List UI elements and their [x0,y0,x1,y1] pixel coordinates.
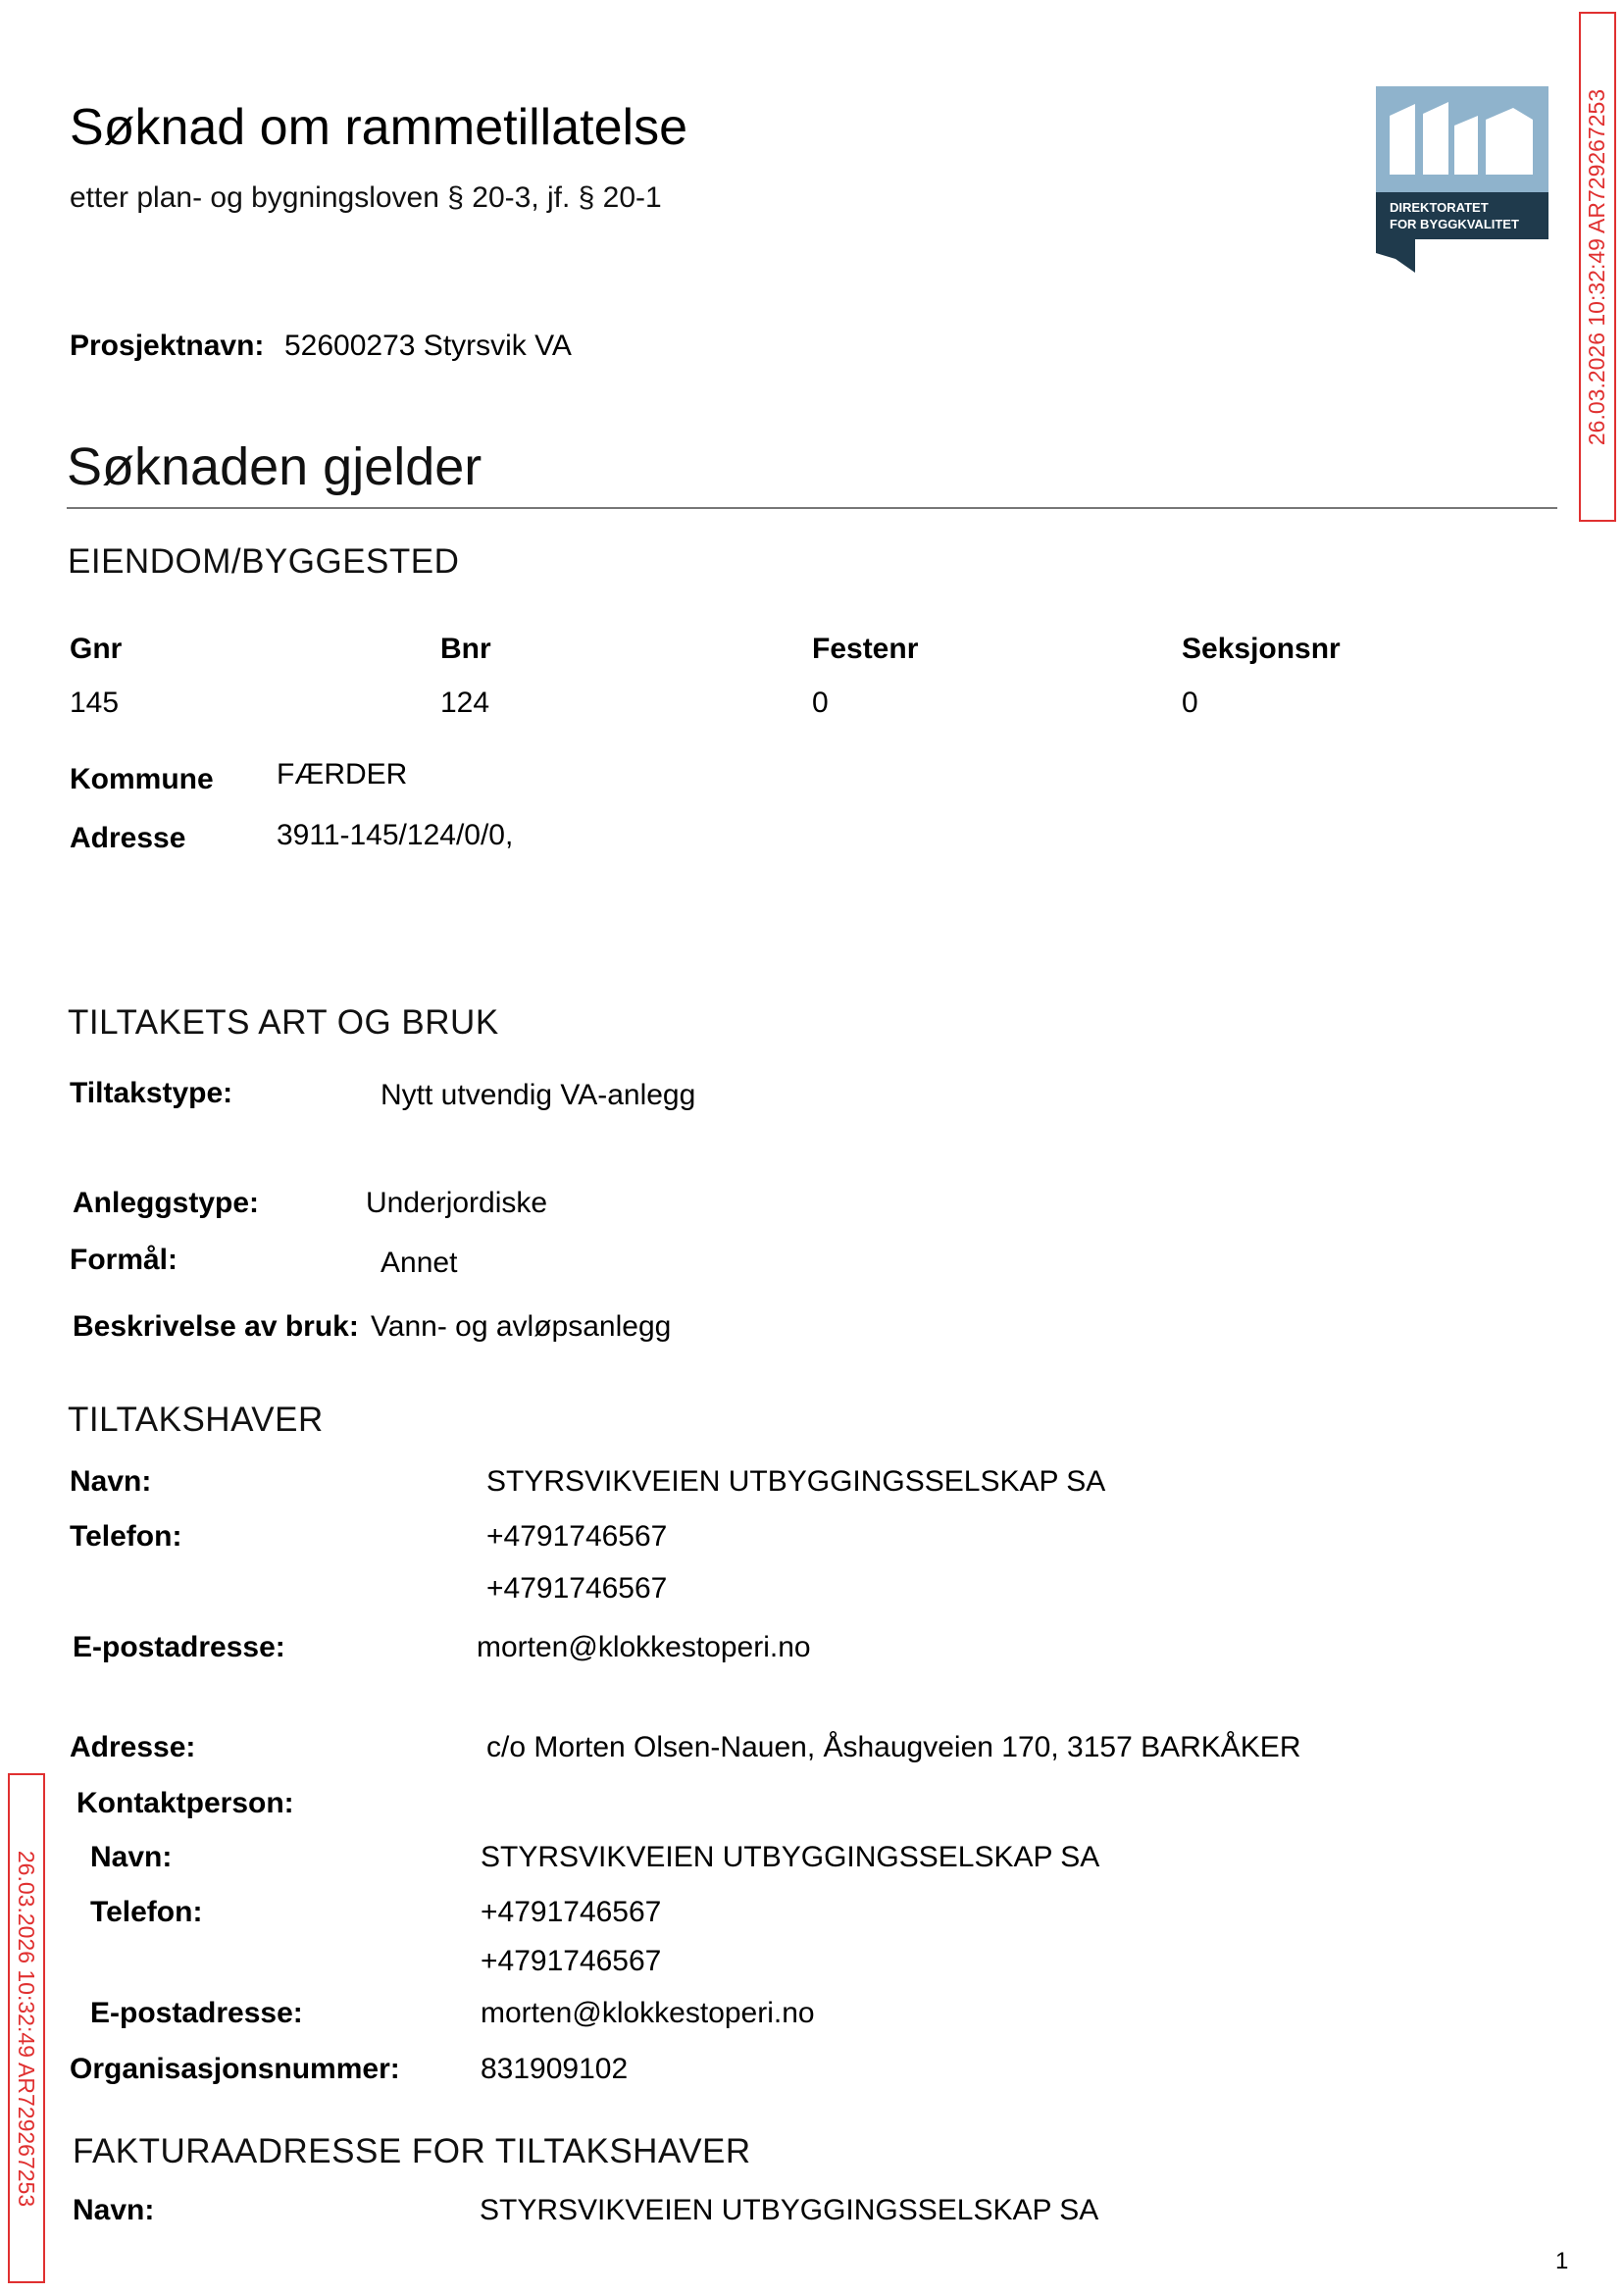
project-label: Prosjektnavn: [70,330,265,362]
anleggstype-label: Anleggstype: [73,1187,260,1219]
kontaktperson-navn-value: STYRSVIKVEIEN UTBYGGINGSSELSKAP SA [481,1841,1100,1873]
stamp-text: 26.03.2026 10:32:49 AR729267253 [14,1850,40,2207]
column-header-festenr: Festenr [812,633,919,665]
faktura-heading: FAKTURAADRESSE FOR TILTAKSHAVER [73,2132,751,2170]
section-title: Søknaden gjelder [67,437,482,496]
property-heading: EIENDOM/BYGGESTED [68,542,460,581]
adresse-value: 3911-145/124/0/0, [277,819,514,851]
project-value: 52600273 Styrsvik VA [284,330,572,362]
tiltakshaver-telefon-value-1: +4791746567 [486,1520,668,1553]
column-header-bnr: Bnr [440,633,491,665]
gnr-value: 145 [70,687,120,719]
festenr-value: 0 [812,687,829,719]
organisasjonsnummer-value: 831909102 [481,2053,629,2085]
kontaktperson-telefon-label: Telefon: [90,1896,203,1928]
page-number: 1 [1555,2248,1569,2274]
faktura-navn-value: STYRSVIKVEIEN UTBYGGINGSSELSKAP SA [480,2194,1099,2226]
adresse-label: Adresse [70,822,186,854]
bnr-value: 124 [440,687,490,719]
section-divider [67,507,1557,509]
column-header-gnr: Gnr [70,633,123,665]
timestamp-stamp-side [8,1773,45,2283]
tiltakshaver-telefon-value-2: +4791746567 [486,1572,668,1605]
tiltakshaver-telefon-label: Telefon: [70,1520,182,1553]
kontaktperson-navn-label: Navn: [90,1841,173,1873]
tiltakshaver-adresse-label: Adresse: [70,1731,196,1763]
faktura-navn-label: Navn: [73,2194,155,2226]
tiltakstype-label: Tiltakstype: [70,1077,233,1109]
logo-text-line-1: DIREKTORATET [1390,200,1489,215]
document-title: Søknad om rammetillatelse [70,99,687,156]
logo-text-line-2: FOR BYGGKVALITET [1390,217,1519,231]
anleggstype-value: Underjordiske [366,1187,548,1219]
tiltakshaver-navn-label: Navn: [70,1465,152,1498]
stamp-text: 26.03.2026 10:32:49 AR729267253 [1584,88,1610,445]
tiltakstype-value: Nytt utvendig VA-anlegg [381,1079,696,1111]
formal-value: Annet [381,1247,458,1279]
beskrivelse-value: Vann- og avløpsanlegg [371,1310,672,1343]
tiltak-heading: TILTAKETS ART OG BRUK [68,1003,499,1042]
kommune-label: Kommune [70,763,214,795]
document-subtitle: etter plan- og bygningsloven § 20-3, jf. § 20-1 [70,181,662,214]
kontaktperson-epost-value: morten@klokkestoperi.no [481,1997,815,2029]
kontaktperson-telefon-value-1: +4791746567 [481,1896,662,1928]
tiltakshaver-navn-value: STYRSVIKVEIEN UTBYGGINGSSELSKAP SA [486,1465,1106,1498]
tiltakshaver-adresse-value: c/o Morten Olsen-Nauen, Åshaugveien 170, 3157 BARKÅKER [486,1731,1301,1763]
kommune-value: FÆRDER [277,758,408,790]
kontaktperson-telefon-value-2: +4791746567 [481,1945,662,1977]
tiltakshaver-heading: TILTAKSHAVER [68,1401,324,1439]
kontaktperson-epost-label: E-postadresse: [90,1997,303,2029]
beskrivelse-label: Beskrivelse av bruk: [73,1310,359,1343]
tiltakshaver-epost-label: E-postadresse: [73,1631,285,1663]
formal-label: Formål: [70,1244,178,1276]
organisasjonsnummer-label: Organisasjonsnummer: [70,2053,400,2085]
dibk-logo [1376,86,1548,273]
kontaktperson-label: Kontaktperson: [76,1787,294,1819]
seksjonsnr-value: 0 [1182,687,1198,719]
tiltakshaver-epost-value: morten@klokkestoperi.no [477,1631,811,1663]
timestamp-stamp-top [1579,12,1616,522]
column-header-seksjonsnr: Seksjonsnr [1182,633,1341,665]
